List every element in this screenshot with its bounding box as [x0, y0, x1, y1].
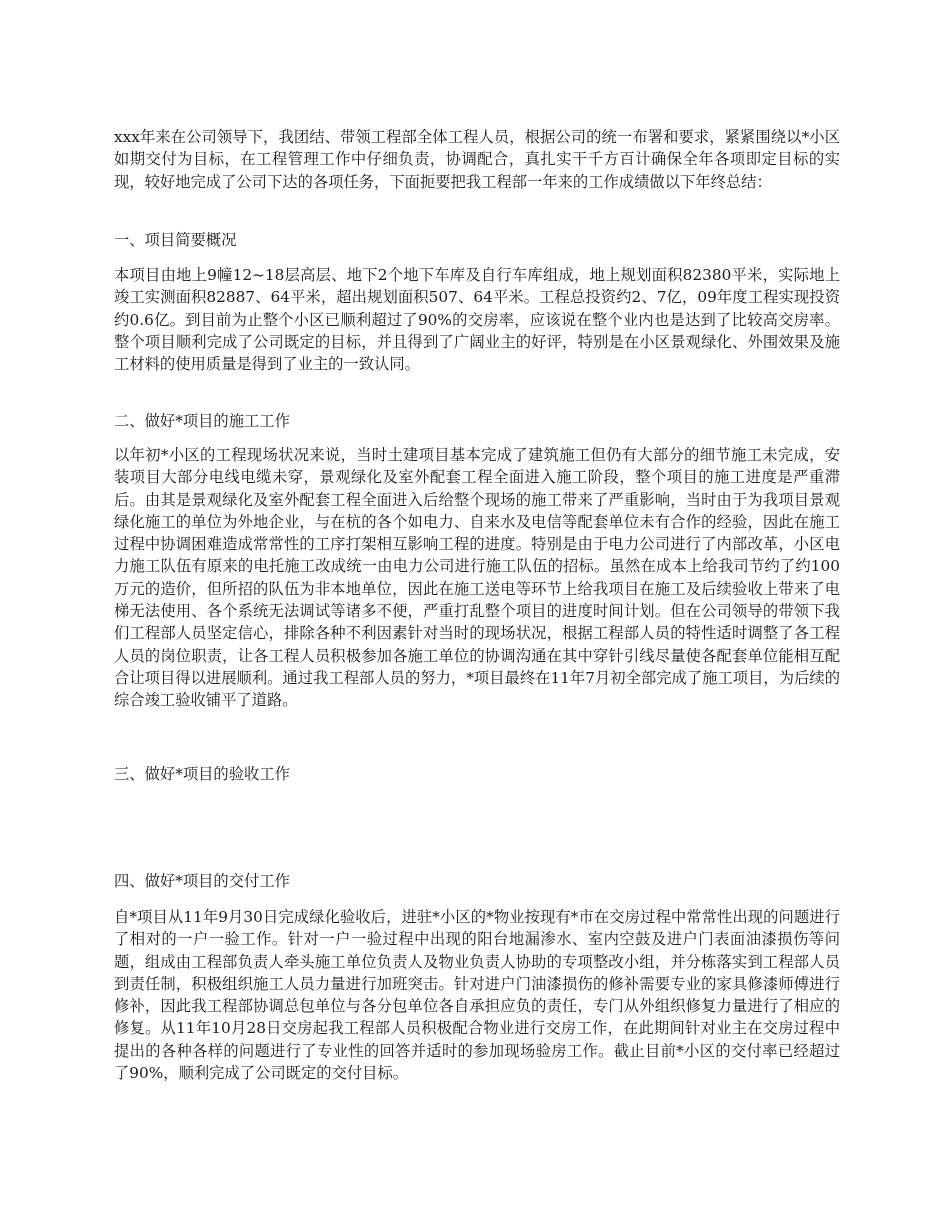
project-overview-paragraph: 本项目由地上9幢12~18层高层、地下2个地下车库及自行车库组成，地上规划面积82380平米，实际地上竣工实测面积82887、64平米，超出规划面积507、64平米。工程总投资约2、7亿，09年度工程实现投资约0.6亿。到目前为止整个小区已顺利超过了90%的交房率，应该说在整个业内也是达到了比较高交房率。整个项目顺利完成了公司既定的目标，并且得到了广阔业主的好评，特别是在小区景观绿化、外围效果及施工材料的使用质量是得到了业主的一致认同。 [114, 266, 840, 374]
section-heading-acceptance-work: 三、做好*项目的验收工作 [114, 765, 290, 783]
section-heading-construction-work: 二、做好*项目的施工工作 [114, 412, 290, 430]
section-heading-project-overview: 一、项目简要概况 [114, 231, 237, 249]
intro-paragraph: xxx年来在公司领导下，我团结、带领工程部全体工程人员，根据公司的统一布署和要求，紧紧围绕以*小区如期交付为目标，在工程管理工作中仔细负责，协调配合，真扎实干千方百计确保全年各项即定目标的实现，较好地完成了公司下达的各项任务，下面扼要把我工程部一年来的工作成绩做以下年终总结： [114, 128, 840, 191]
section-heading-delivery-work: 四、做好*项目的交付工作 [114, 872, 290, 890]
construction-work-paragraph: 以年初*小区的工程现场状况来说，当时土建项目基本完成了建筑施工但仍有大部分的细节施工未完成，安装项目大部分电线电缆未穿，景观绿化及室外配套工程全面进入施工阶段，整个项目的施工进度是严重滞后。由其是景观绿化及室外配套工程全面进入后给整个现场的施工带来了严重影响，当时由于为我项目景观绿化施工的单位为外地企业，与在杭的各个如电力、自来水及电信等配套单位未有合作的经验，因此在施工过程中协调困难造成常常性的工序打架相互影响工程的进度。特别是由于电力公司进行了内部改革，小区电力施工队伍有原来的电托施工改成统一由电力公司进行施工队伍的招标。虽然在成本上给我司节约了约100万元的造价，但所招的队伍为非本地单位，因此在施工送电等环节上给我项目在施工及后续验收上带来了电梯无法使用、各个系统无法调试等诸多不便，严重打乱整个项目的进度时间计划。但在公司领导的带领下我们工程部人员坚定信心，排除各种不利因素针对当时的现场状况，根据工程部人员的特性适时调整了各工程人员的岗位职责，让各工程人员积极参加各施工单位的协调沟通在其中穿针引线尽量使各配套单位能相互配合让项目得以进展顺利。通过我工程部人员的努力，*项目最终在11年7月初全部完成了施工项目，为后续的综合竣工验收铺平了道路。 [114, 446, 840, 710]
delivery-work-paragraph: 自*项目从11年9月30日完成绿化验收后，进驻*小区的*物业按现有*市在交房过程中常常性出现的问题进行了相对的一户一验工作。针对一户一验过程中出现的阳台地漏渗水、室内空鼓及进户门表面油漆损伤等问题，组成由工程部负责人牵头施工单位负责人及物业负责人协助的专项整改小组，并分栋落实到工程部人员到责任制，积极组织施工人员力量进行加班突击。针对进户门油漆损伤的修补需要专业的家具修漆师傅进行修补，因此我工程部协调总包单位与各分包单位各自承担应负的责任，专门从外组织修复力量进行了相应的修复。从11年10月28日交房起我工程部人员积极配合物业进行交房工作，在此期间针对业主在交房过程中提出的各种各样的问题进行了专业性的回答并适时的参加现场验房工作。截止目前*小区的交付率已经超过了90%，顺利完成了公司既定的交付目标。 [114, 908, 840, 1083]
